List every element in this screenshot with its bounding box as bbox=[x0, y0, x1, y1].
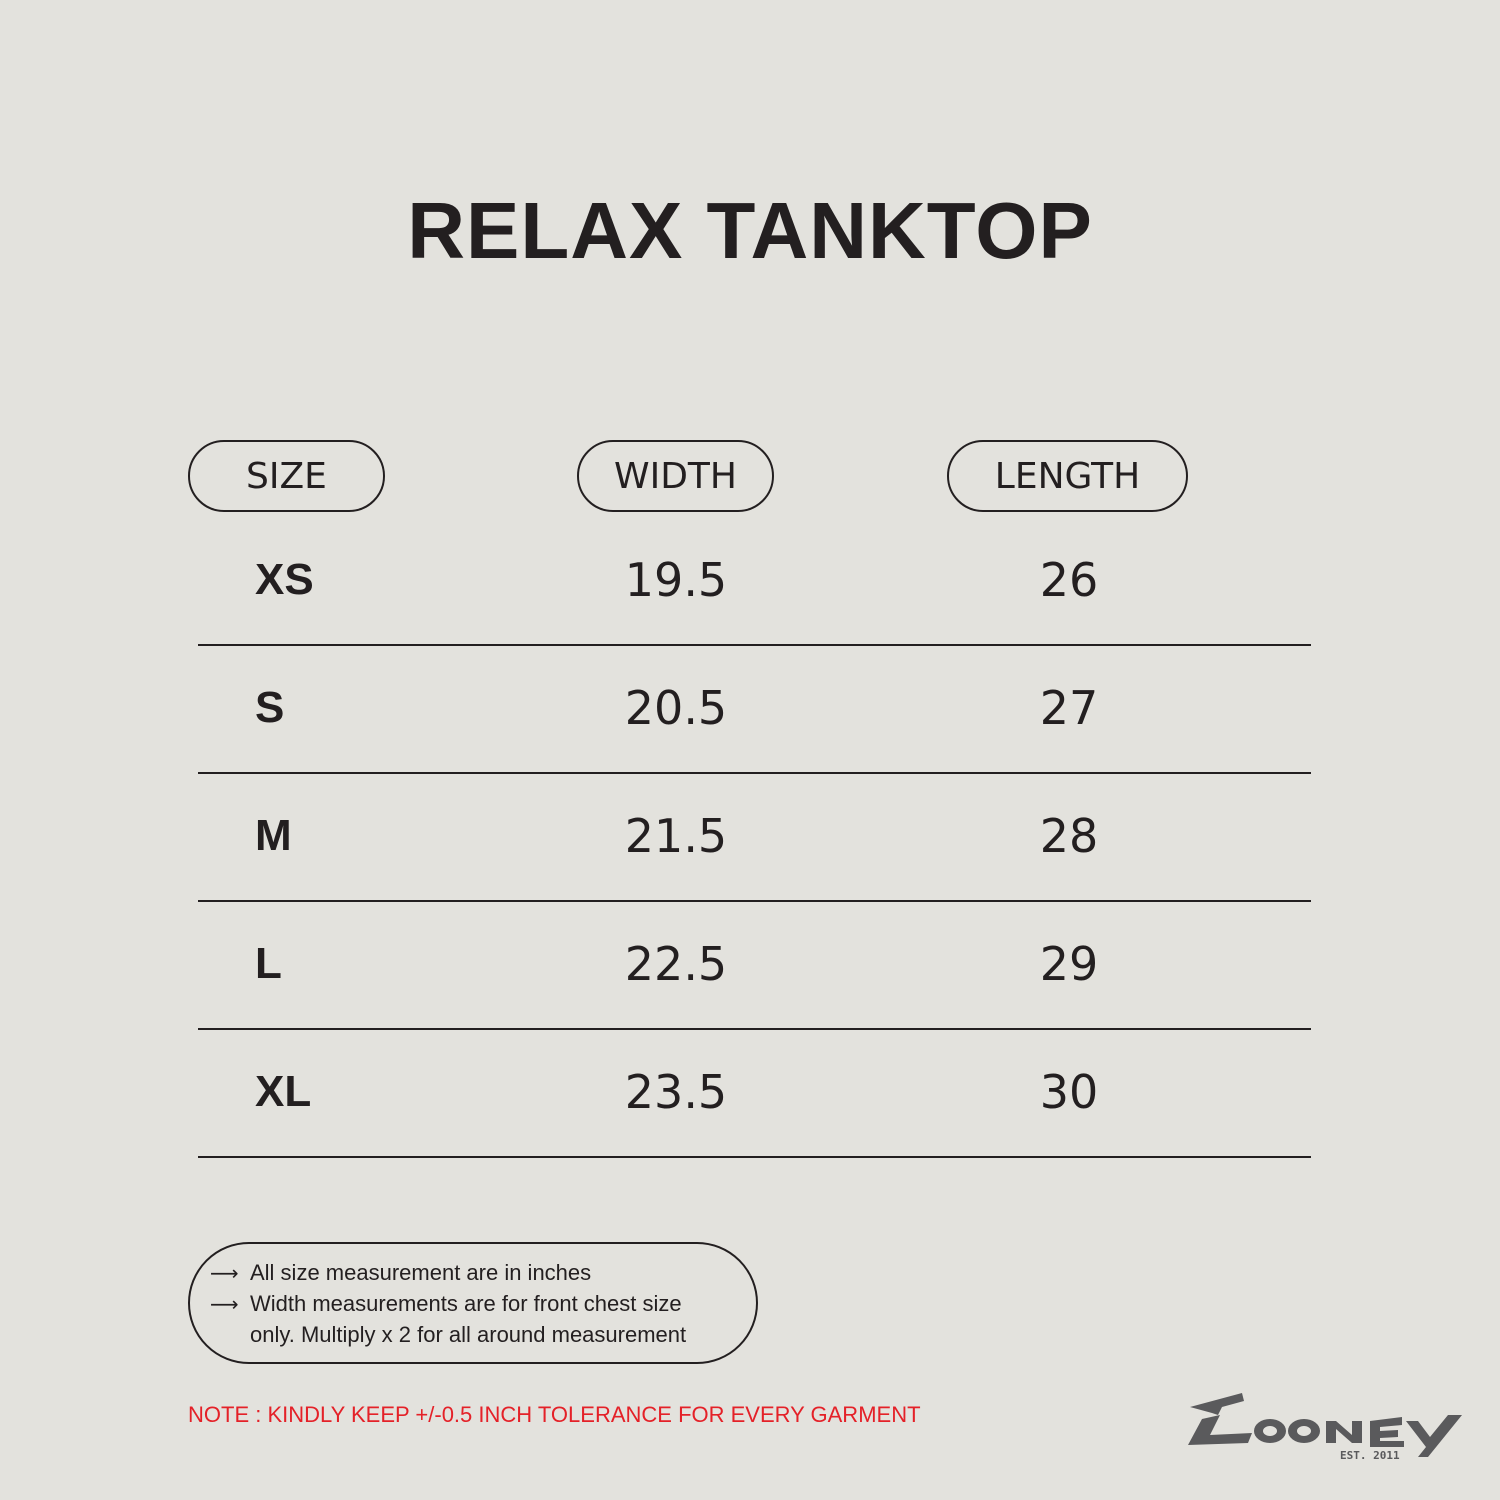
length-column-header: LENGTH bbox=[947, 440, 1188, 512]
width-column-header: WIDTH bbox=[577, 440, 774, 512]
length-cell: 28 bbox=[1039, 809, 1099, 863]
table-row-l bbox=[0, 900, 1500, 1028]
note-text: All size measurement are in inches bbox=[250, 1260, 592, 1285]
row-divider bbox=[198, 1156, 1311, 1158]
table-row-xs bbox=[0, 516, 1500, 644]
width-cell: 23.5 bbox=[624, 1065, 728, 1119]
length-cell: 27 bbox=[1039, 681, 1099, 735]
length-cell: 29 bbox=[1039, 937, 1099, 991]
length-cell: 26 bbox=[1039, 553, 1099, 607]
table-row-s bbox=[0, 644, 1500, 772]
table-row-xl bbox=[0, 1028, 1500, 1156]
width-cell: 20.5 bbox=[624, 681, 728, 735]
width-cell: 22.5 bbox=[624, 937, 728, 991]
size-cell: L bbox=[255, 939, 282, 988]
length-cell: 30 bbox=[1039, 1065, 1099, 1119]
size-cell: M bbox=[255, 811, 292, 860]
size-cell: S bbox=[255, 683, 285, 732]
size-cell: XS bbox=[255, 555, 314, 604]
note-text: Width measurements are for front chest size bbox=[250, 1291, 682, 1316]
size-column-header: SIZE bbox=[188, 440, 385, 512]
note-line bbox=[210, 1289, 756, 1320]
note-line bbox=[210, 1258, 756, 1289]
size-cell: XL bbox=[255, 1067, 312, 1116]
arrow-right-icon: ⟶ bbox=[210, 1263, 239, 1285]
brand-logo bbox=[1180, 1385, 1465, 1470]
measurement-notes-box bbox=[188, 1242, 758, 1364]
width-cell: 19.5 bbox=[624, 553, 728, 607]
page-title: RELAX TANKTOP bbox=[407, 186, 1093, 275]
width-cell: 21.5 bbox=[624, 809, 728, 863]
tolerance-note: NOTE : KINDLY KEEP +/-0.5 INCH TOLERANCE FOR EVERY GARMENT bbox=[188, 1402, 921, 1427]
note-text-continued: only. Multiply x 2 for all around measurement bbox=[250, 1322, 687, 1347]
table-row-m bbox=[0, 772, 1500, 900]
logo-established-text: EST. 2011 bbox=[1340, 1449, 1400, 1462]
arrow-right-icon: ⟶ bbox=[210, 1294, 239, 1316]
